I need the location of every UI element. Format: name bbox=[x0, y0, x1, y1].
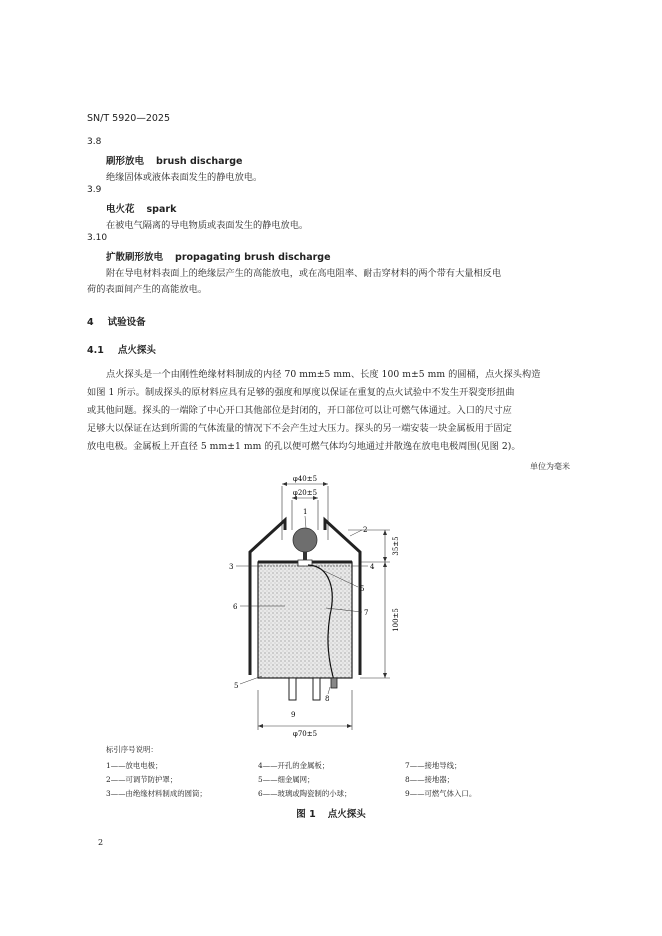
body-line: 点火探头是一个由刚性绝缘材料制成的内径 70 mm±5 mm、长度 100 m±5 mm 的圆桶，点火探头构造 bbox=[106, 369, 541, 380]
legend-item: 2——可调节防护罩； bbox=[106, 775, 178, 784]
body-line: 放电电极。金属板上开直径 5 mm±1 mm 的孔以便可燃气体均匀地通过并散逸在放电电极周围(见图 2)。 bbox=[87, 441, 521, 452]
discharge-electrode bbox=[293, 528, 317, 552]
term-definition: 在被电气隔离的导电物质或表面发生的静电放电。 bbox=[106, 220, 309, 231]
callout: 7 bbox=[364, 609, 369, 617]
legend-item: 5——细金属网； bbox=[258, 775, 315, 784]
legend-item: 9——可燃气体入口。 bbox=[405, 789, 477, 798]
term-en: propagating brush discharge bbox=[175, 252, 331, 263]
dim-height-top: 35±5 bbox=[392, 536, 400, 556]
gas-inlet bbox=[289, 678, 296, 700]
body-line: 或其他问题。探头的一端除了中心开口其他部位是封闭的，开口部位可以让可燃气体通过。入口的尺寸应 bbox=[87, 405, 512, 416]
dim-top-outer: φ40±5 bbox=[292, 475, 318, 483]
unit-note: 单位为毫米 bbox=[530, 462, 570, 471]
body-line: 足够大以保证在达到所需的气体流量的情况下不会产生过大压力。探头的另一端安装一块金属板用于固定 bbox=[87, 423, 512, 434]
term-definition: 附在导电材料表面上的绝缘层产生的高能放电，或在高电阻率、耐击穿材料的两个带有大量相反电 bbox=[106, 268, 502, 279]
standard-id: SN/T 5920—2025 bbox=[87, 113, 171, 124]
legend-item: 8——接地器； bbox=[405, 775, 455, 784]
legend-item: 3——由绝缘材料制成的圆筒； bbox=[106, 789, 207, 798]
subsection-title: 点火探头 bbox=[117, 345, 156, 356]
term-number: 3.8 bbox=[87, 137, 102, 147]
subsection-number: 4.1 bbox=[87, 345, 104, 356]
term-en: brush discharge bbox=[156, 156, 243, 167]
legend-item: 4——开孔的金属板； bbox=[258, 761, 330, 770]
insulating-cylinder bbox=[258, 562, 352, 678]
caption-number: 图 1 bbox=[296, 809, 316, 820]
section-number: 4 bbox=[87, 317, 94, 328]
callout: 2 bbox=[363, 526, 368, 534]
body-line: 如图 1 所示。制成探头的原材料应具有足够的强度和厚度以保证在重复的点火试验中不发生开裂变形扭曲 bbox=[87, 387, 515, 398]
dim-top-inner: φ20±5 bbox=[292, 489, 318, 497]
callout: 5 bbox=[234, 682, 239, 690]
term-definition: 绝缘固体或液体表面发生的静电放电。 bbox=[106, 172, 263, 183]
callout: 4 bbox=[370, 563, 375, 571]
legend-item: 6——玻璃或陶瓷制的小球； bbox=[258, 789, 352, 798]
callout: 1 bbox=[303, 508, 308, 516]
callout: 5 bbox=[360, 585, 365, 593]
callout: 6 bbox=[233, 603, 238, 611]
term-number: 3.9 bbox=[87, 185, 102, 195]
legend-title: 标引序号说明： bbox=[106, 745, 158, 754]
callout: 3 bbox=[229, 563, 234, 571]
callout: 9 bbox=[291, 711, 296, 719]
legend-item: 1——放电电极； bbox=[106, 761, 163, 770]
gas-inlet bbox=[313, 678, 320, 700]
caption-title: 点火探头 bbox=[327, 809, 366, 820]
term-zh: 刷形放电 bbox=[106, 156, 145, 167]
term-en: spark bbox=[146, 204, 177, 215]
page-number: 2 bbox=[98, 838, 104, 847]
term-zh: 扩散刷形放电 bbox=[106, 252, 164, 263]
grounding-connector bbox=[331, 678, 337, 688]
term-number: 3.10 bbox=[87, 233, 108, 243]
legend-item: 7——接地导线； bbox=[405, 761, 462, 770]
term-definition-cont: 荷的表面间产生的高能放电。 bbox=[87, 284, 208, 295]
section-title: 试验设备 bbox=[107, 317, 146, 328]
dim-height-main: 100±5 bbox=[392, 608, 400, 632]
figure-caption bbox=[0, 806, 662, 820]
dim-bottom: φ70±5 bbox=[292, 730, 318, 738]
callout: 8 bbox=[325, 695, 330, 703]
term-zh: 电火花 bbox=[106, 204, 135, 215]
